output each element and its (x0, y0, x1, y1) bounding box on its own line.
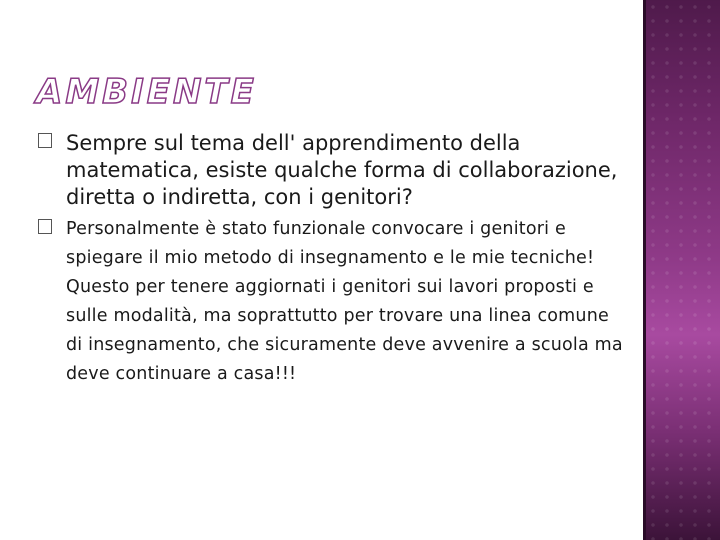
bullet-item-2 (38, 215, 623, 389)
slide-title: AMBIENTE (36, 72, 257, 112)
bullet-text-2: Personalmente è stato funzionale convocare i genitori e spiegare il mio metodo di insegnamento e le mie tecniche! Questo per tenere aggiornati i genitori sui lavori proposti e sulle modalità, ma soprattutto per trovare una linea comune di insegnamento, che sicuramente deve avvenire a scuola ma deve continuare a casa!!! (66, 219, 623, 384)
square-bullet-icon (38, 219, 52, 234)
bullet-list (38, 130, 623, 393)
decorative-side-panel (643, 0, 720, 540)
bullet-item-1 (38, 130, 623, 211)
bullet-text-1: Sempre sul tema dell' apprendimento della matematica, esiste qualche forma di collaborazione, diretta o indiretta, con i genitori? (66, 131, 618, 209)
side-panel-pattern (646, 0, 720, 540)
square-bullet-icon (38, 133, 52, 148)
